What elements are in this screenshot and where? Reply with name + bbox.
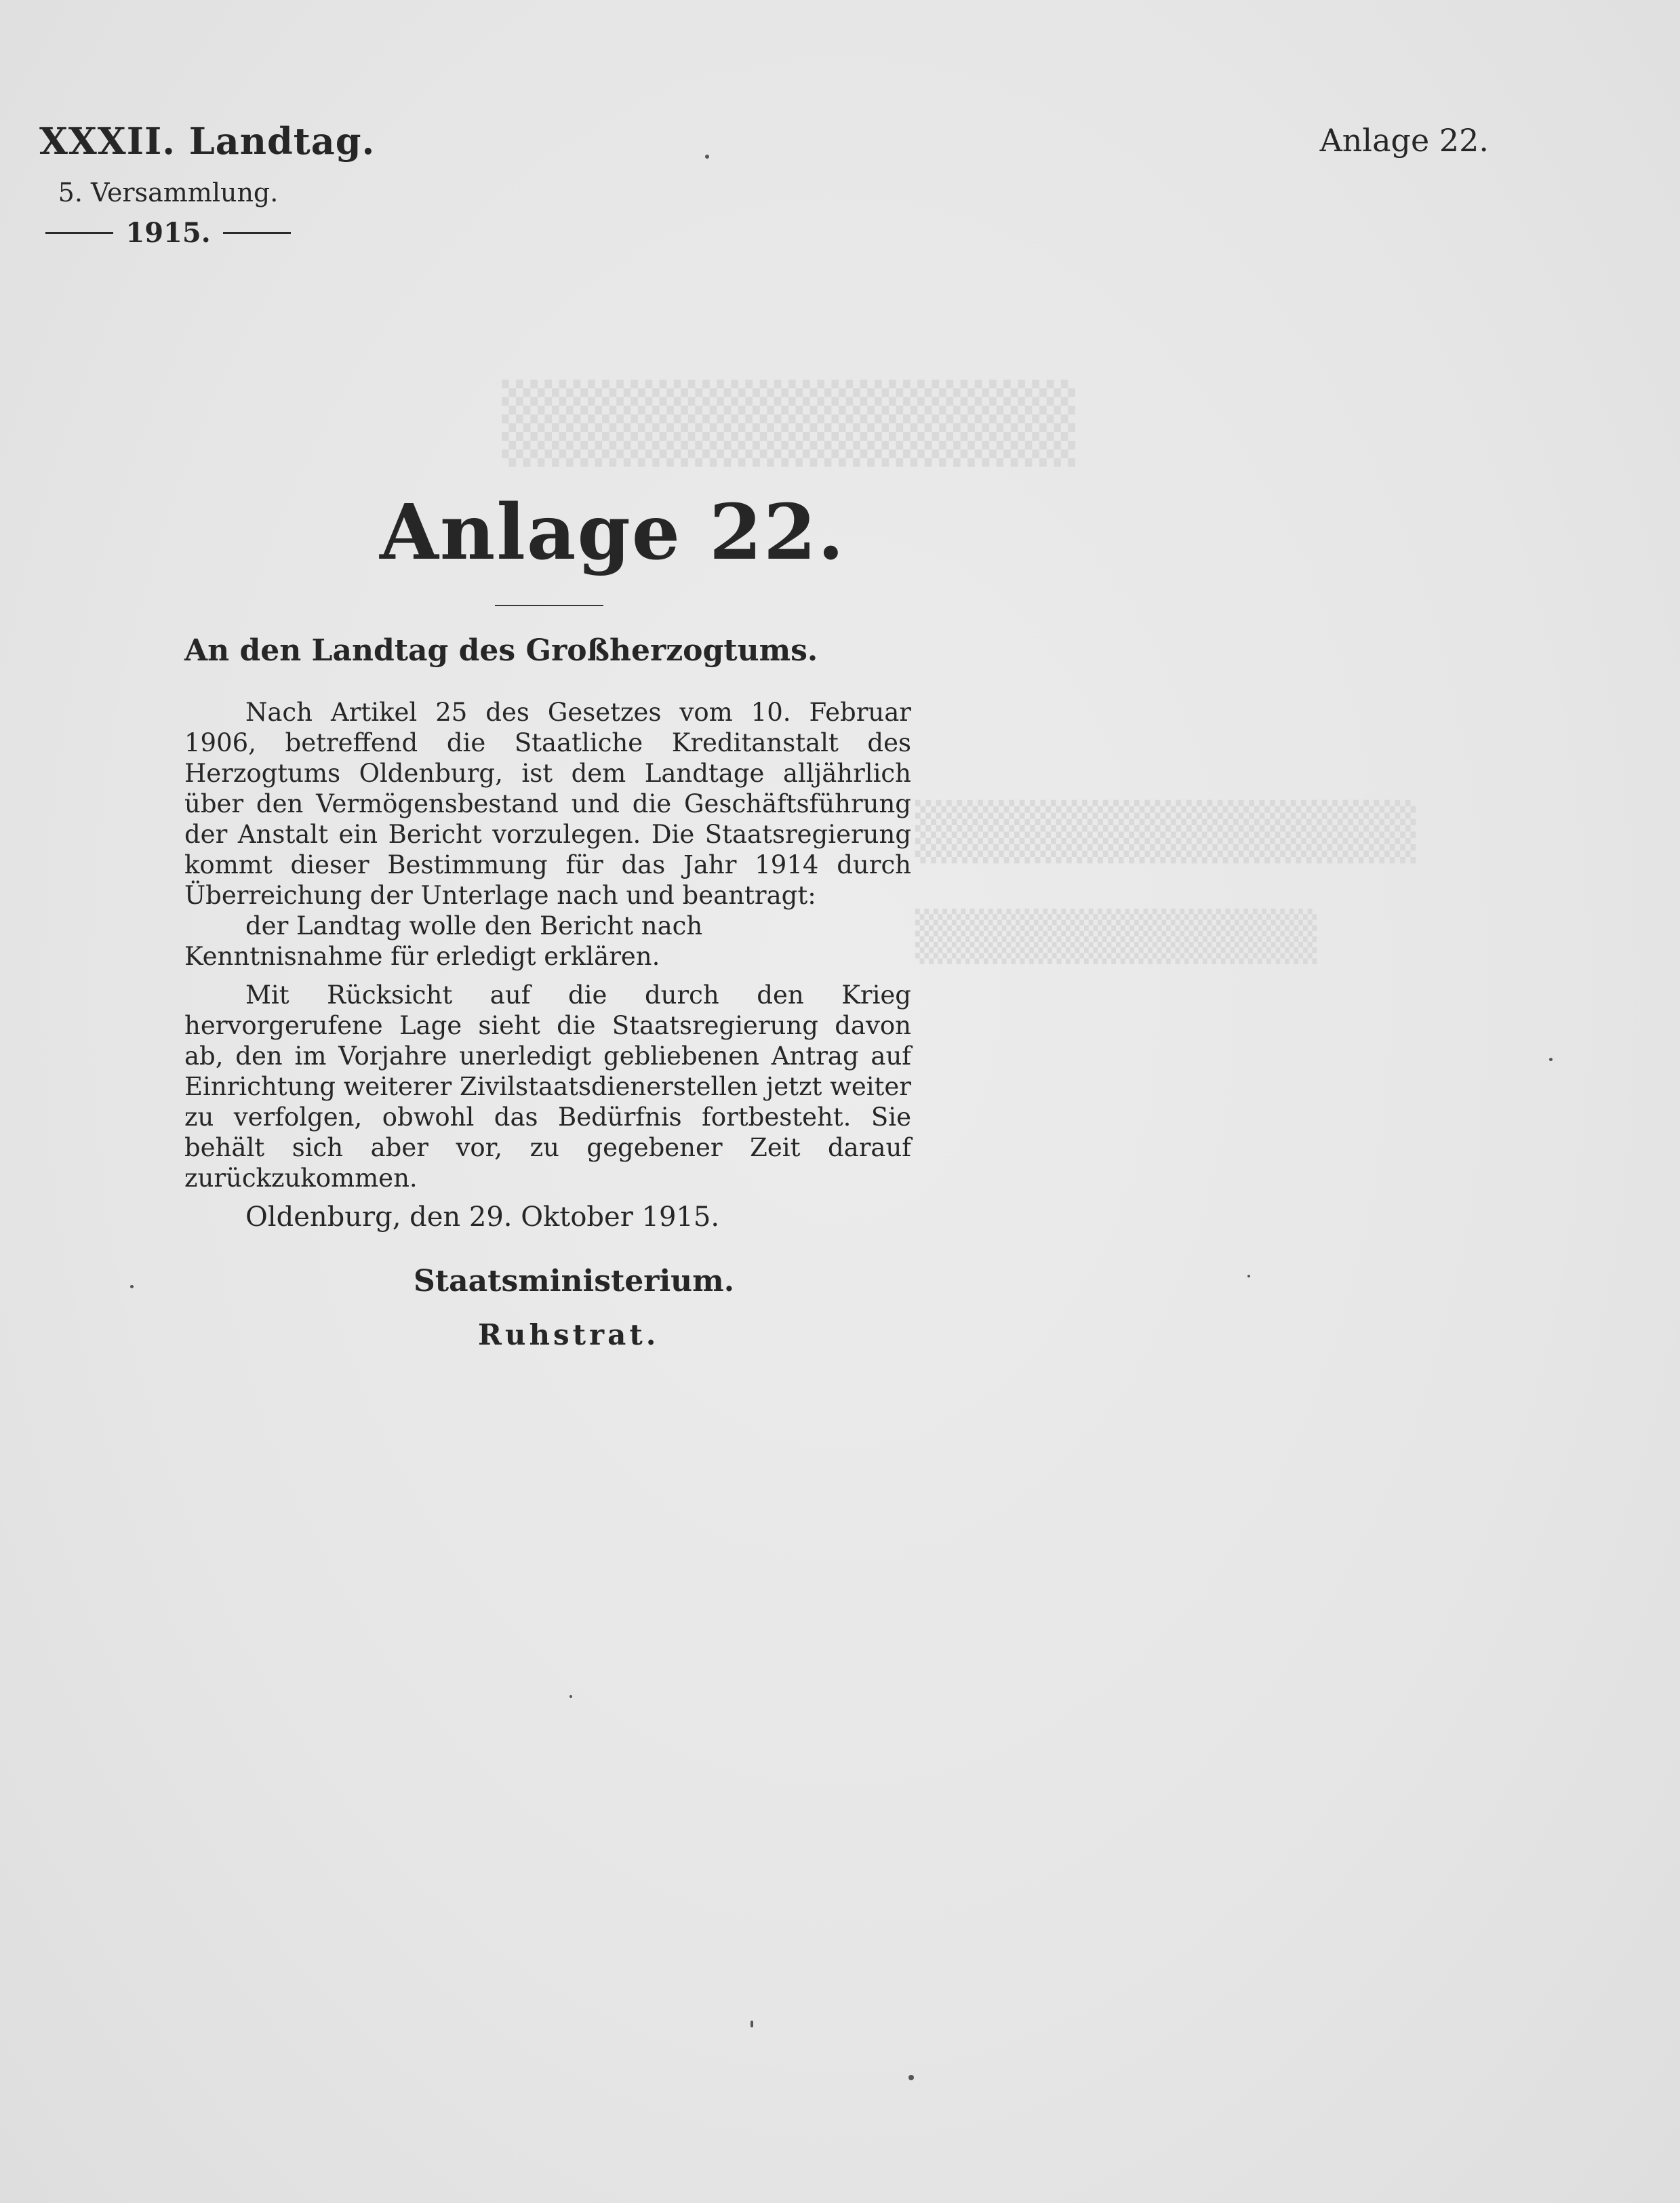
body-text — [184, 697, 911, 1193]
bleed-through-shadow: ▒▒▒▒▒▒▒▒▒▒▒ — [915, 909, 1317, 964]
title-divider — [495, 605, 603, 606]
scan-speck — [751, 2021, 753, 2027]
addressee-line: An den Landtag des Großherzogtums. — [184, 633, 818, 668]
scan-speck — [705, 155, 709, 159]
assembly-label: 5. Versammlung. — [58, 178, 279, 207]
rule-right — [223, 232, 291, 234]
scan-speck — [569, 1695, 572, 1698]
scan-speck — [130, 1285, 134, 1288]
ministry-name: Staatsministerium. — [414, 1264, 735, 1298]
scan-speck — [1247, 1275, 1250, 1277]
paragraph-2: Mit Rücksicht auf die durch den Krieg hervorgerufene Lage sieht die Staatsregierung davon ab, den im Vorjahre unerledigt gebliebenen Antrag auf Einrichtung weiterer Zivilstaatsdienerstellen jetzt weiter zu verfolgen, obwohl das Bedürfnis fortbesteht. Sie behält sich aber vor, zu gegebener Zeit darauf zurückzukommen. — [184, 980, 911, 1193]
year-label: 1915. — [125, 217, 211, 249]
paragraph-1: Nach Artikel 25 des Gesetzes vom 10. Februar 1906, betreffend die Staatliche Kreditanstalt des Herzogtums Oldenburg, ist dem Landtage alljährlich über den Vermögensbestand und die Geschäftsführung der Anstalt ein Bericht vorzulegen. Die Staatsregierung kommt dieser Bestimmung für das Jahr 1914 durch Überreichung der Unterlage nach und beantragt: — [184, 698, 911, 910]
bleed-through-shadow: ▒▒▒▒▒▒▒▒▒▒ — [502, 380, 1075, 467]
scan-speck — [908, 2075, 914, 2080]
annex-reference: Anlage 22. — [1319, 122, 1489, 159]
session-heading: XXXII. Landtag. — [39, 119, 376, 163]
header-left — [39, 119, 376, 249]
scan-speck — [1549, 1058, 1553, 1061]
bleed-through-shadow: ▒▒▒▒▒▒▒▒▒▒▒▒ — [915, 800, 1416, 863]
signature-name: Ruhstrat. — [478, 1318, 660, 1351]
motion-text: der Landtag wolle den Bericht nach Kenntnisnahme für erledigt erklären. — [184, 911, 703, 971]
place-date-line: Oldenburg, den 29. Oktober 1915. — [245, 1202, 720, 1233]
rule-left — [45, 232, 113, 234]
page-title: Anlage 22. — [380, 488, 845, 577]
year-row — [39, 217, 297, 249]
